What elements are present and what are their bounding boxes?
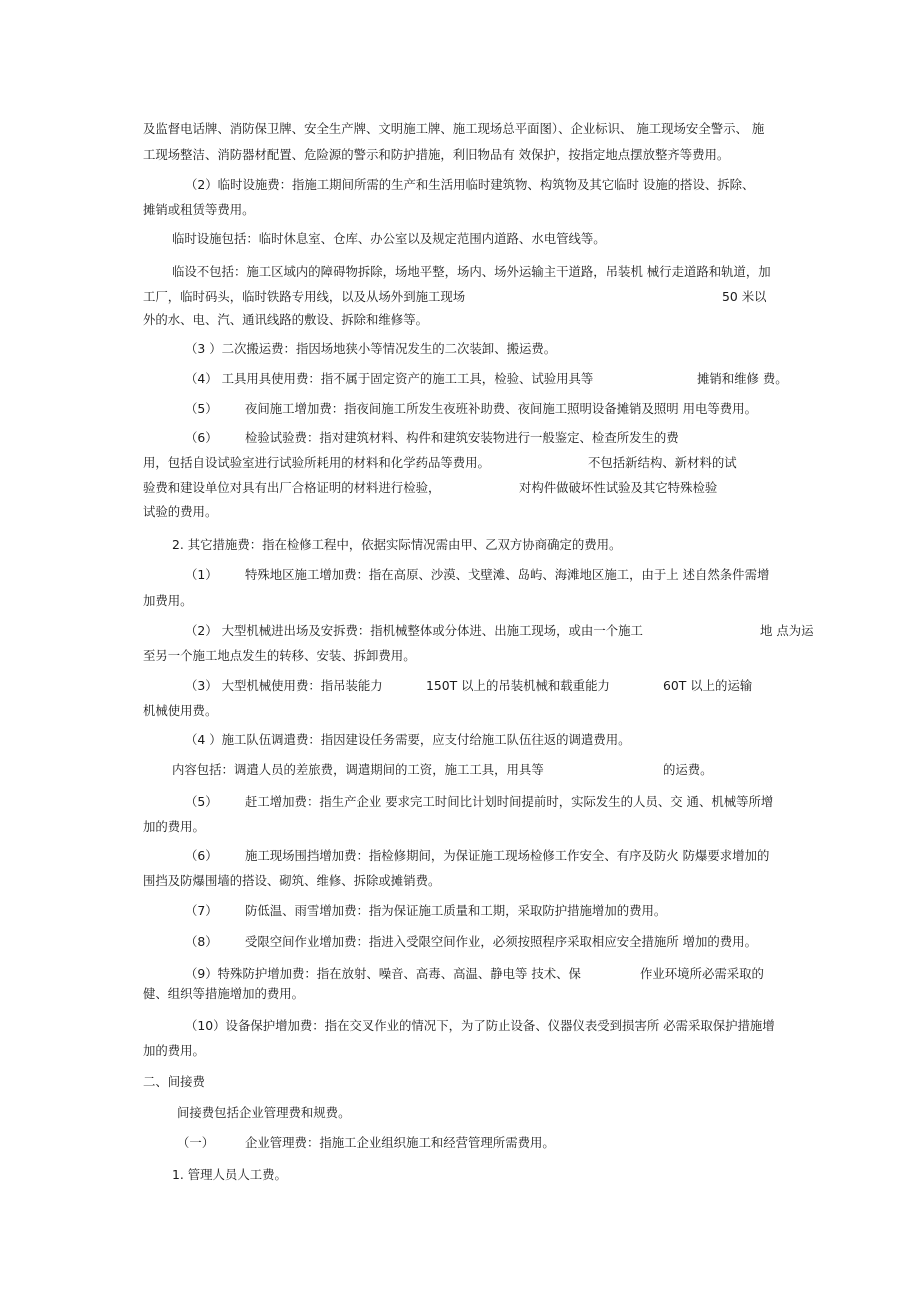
text-line: 2. 其它措施费：指在检修工程中，依据实际情况需由甲、乙双方协商确定的费用。 <box>172 537 622 552</box>
text-line: 摊销或租赁等费用。 <box>143 202 255 217</box>
text-line: 临设不包括：施工区域内的障碍物拆除，场地平整，场内、场外运输主干道路，吊装机 械行走道路和轨道，加 <box>172 264 771 279</box>
text-line: 间接费包括企业管理费和规费。 <box>177 1105 351 1120</box>
section-heading: 二、间接费 <box>143 1074 205 1089</box>
text-line: （6） <box>185 848 218 863</box>
text-line: 受限空间作业增加费：指进入受限空间作业，必须按照程序采取相应安全措施所 增加的费用。 <box>245 934 757 949</box>
text-line: （8） <box>185 934 218 949</box>
text-line: 验费和建设单位对具有出厂合格证明的材料进行检验， <box>143 480 441 495</box>
text-line: 1. 管理人员人工费。 <box>172 1167 287 1182</box>
text-line: （10）设备保护增加费：指在交叉作业的情况下，为了防止设备、仪器仪表受到损害所 必需采取保护措施增 <box>185 1018 775 1033</box>
text-line: 工现场整洁、消防器材配置、危险源的警示和防护措施，利旧物品有 效保护，按指定地点摆放整齐等费用。 <box>143 147 730 162</box>
text-line: 不包括新结构、新材料的试 <box>588 455 737 470</box>
text-line: 临时设施包括：临时休息室、仓库、办公室以及规定范围内道路、水电管线等。 <box>172 231 606 246</box>
text-line: 摊销和维修 费。 <box>697 371 788 386</box>
text-line: 加的费用。 <box>143 1043 205 1058</box>
text-line: （3） 大型机械使用费：指吊装能力 <box>185 678 383 693</box>
text-line: （5） <box>185 794 218 809</box>
text-line: （4） 工具用具使用费：指不属于固定资产的施工工具，检验、试验用具等 <box>185 371 594 386</box>
text-line: （1） <box>185 567 218 582</box>
text-line: 赶工增加费：指生产企业 要求完工时间比计划时间提前时，实际发生的人员、交 通、机械等所增 <box>245 794 774 809</box>
text-line: （9）特殊防护增加费：指在放射、噪音、高毒、高温、静电等 技术、保 <box>185 966 581 981</box>
text-line: 加费用。 <box>143 593 193 608</box>
text-line: （5） <box>185 401 218 416</box>
text-line: 对构件做破坏性试验及其它特殊检验 <box>519 480 718 495</box>
text-line: 机械使用费。 <box>143 703 218 718</box>
text-line: 内容包括：调遣人员的差旅费，调遣期间的工资，施工工具，用具等 <box>172 762 544 777</box>
text-line: 试验的费用。 <box>143 504 218 519</box>
text-line: （4 ）施工队伍调遣费：指因建设任务需要，应支付给施工队伍往返的调遣费用。 <box>185 732 631 747</box>
text-line: （2）临时设施费：指施工期间所需的生产和生活用临时建筑物、构筑物及其它临时 设施的搭设、拆除、 <box>185 177 755 192</box>
text-line: 加的费用。 <box>143 819 205 834</box>
text-line: （7） <box>185 903 218 918</box>
text-line: 50 米以 <box>722 289 767 304</box>
text-line: 及监督电话牌、消防保卫牌、安全生产牌、文明施工牌、施工现场总平面图）、企业标识、 施工现场安全警示、 施 <box>143 121 765 136</box>
text-line: （6） <box>185 430 218 445</box>
text-line: 外的水、电、汽、通讯线路的敷设、拆除和维修等。 <box>143 312 428 327</box>
text-line: 健、组织等措施增加的费用。 <box>143 986 305 1001</box>
text-line: 检验试验费：指对建筑材料、构件和建筑安装物进行一般鉴定、检查所发生的费 <box>245 430 679 445</box>
text-line: 150T 以上的吊装机械和载重能力 <box>426 678 610 693</box>
text-line: （3 ）二次搬运费：指因场地狭小等情况发生的二次装卸、搬运费。 <box>185 341 557 356</box>
text-line: （2） 大型机械进出场及安拆费：指机械整体或分体进、出施工现场，或由一个施工 <box>185 623 643 638</box>
text-line: 用，包括自设试验室进行试验所耗用的材料和化学药品等费用。 <box>143 455 490 470</box>
text-line: 作业环境所必需采取的 <box>640 966 764 981</box>
text-line: 60T 以上的运输 <box>663 678 753 693</box>
text-line: 至另一个施工地点发生的转移、安装、拆卸费用。 <box>143 648 416 663</box>
text-line: 夜间施工增加费：指夜间施工所发生夜班补助费、夜间施工照明设备摊销及照明 用电等费用。 <box>245 401 757 416</box>
text-line: 的运费。 <box>663 762 713 777</box>
text-line: （一） <box>177 1135 215 1150</box>
text-line: 企业管理费：指施工企业组织施工和经营管理所需费用。 <box>245 1135 555 1150</box>
text-line: 围挡及防爆围墙的搭设、砌筑、维修、拆除或摊销费。 <box>143 873 441 888</box>
text-line: 地 点为运 <box>760 623 814 638</box>
text-line: 工厂，临时码头，临时铁路专用线，以及从场外到施工现场 <box>143 289 466 304</box>
text-line: 防低温、雨雪增加费：指为保证施工质量和工期，采取防护措施增加的费用。 <box>245 903 667 918</box>
text-line: 施工现场围挡增加费：指检修期间，为保证施工现场检修工作安全、有序及防火 防爆要求增加的 <box>245 848 770 863</box>
text-line: 特殊地区施工增加费：指在高原、沙漠、戈壁滩、岛屿、海滩地区施工，由于上 述自然条件需增 <box>245 567 770 582</box>
